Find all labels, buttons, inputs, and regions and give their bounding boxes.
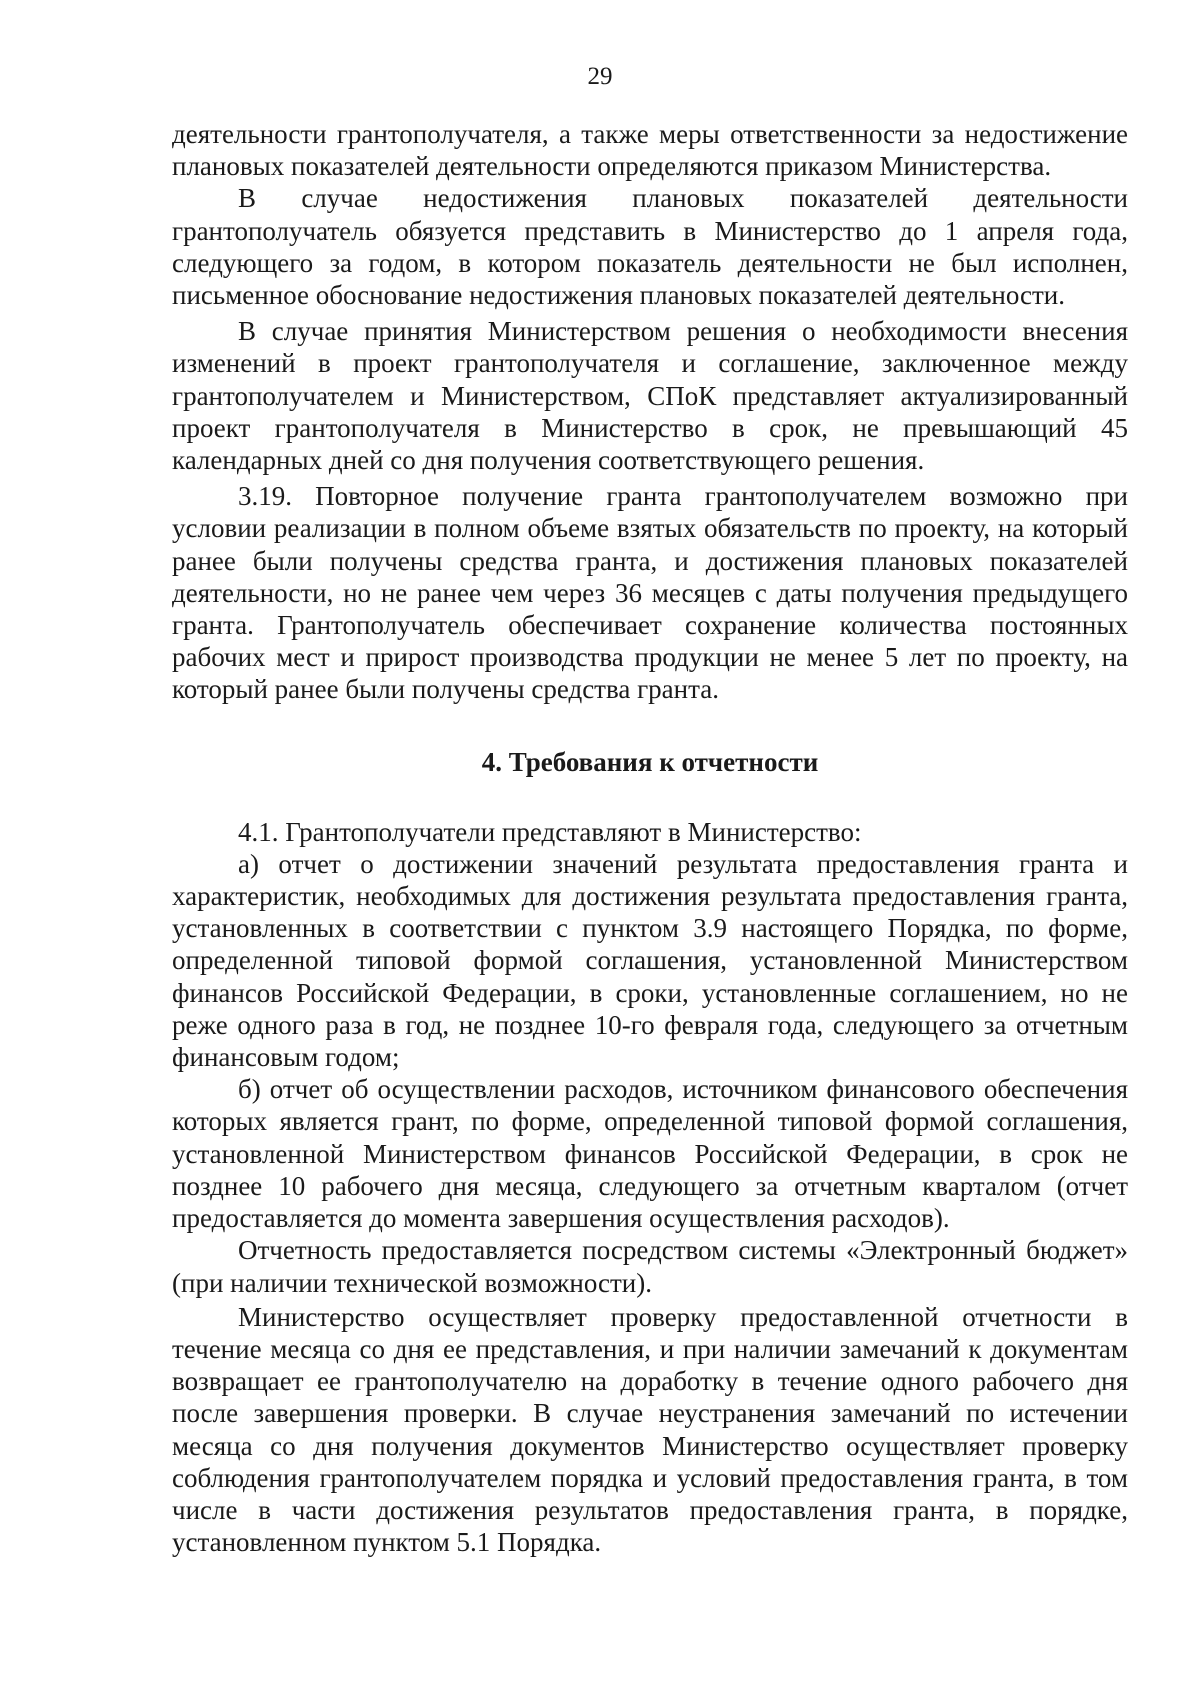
paragraph-3-19-repeat-grant: 3.19. Повторное получение гранта грантополучателем возможно при условии реализации в полном объеме взятых обязательств по проекту, на который ранее были получены средства гранта, и достижения плановых показателей деятельности, но не ранее чем через 36 месяцев с даты получения предыдущего гранта. Грантополучатель обеспечивает сохранение количества постоянных рабочих мест и прирост производства продукции не менее 5 лет по проекту, на который ранее были получены средства гранта. [172,481,1128,705]
page-number: 29 [587,63,613,90]
paragraph-4-1-intro: 4.1. Грантополучатели представляют в Министерство: [238,816,862,847]
paragraph-nonachievement-justification: В случае недостижения плановых показателей деятельности грантополучатель обязуется представить в Министерство до 1 апреля года, следующего за годом, в котором показатель деятельности не был исполнен, письменное обоснование недостижения плановых показателей деятельности. [172,183,1128,311]
section-heading-reporting: 4. Требования к отчетности [481,746,819,777]
paragraph-continuation: деятельности грантополучателя, а также меры ответственности за недостижение плановых показателей деятельности определяются приказом Министерства. [172,119,1128,182]
paragraph-4-1-b: б) отчет об осуществлении расходов, источником финансового обеспечения которых является грант, по форме, определенной типовой формой соглашения, установленной Министерством финансов Российской Федерации, в срок не позднее 10 рабочего дня месяца, следующего за отчетным кварталом (отчет предоставляется до момента завершения осуществления расходов). [172,1074,1128,1234]
paragraph-project-changes: В случае принятия Министерством решения о необходимости внесения изменений в проект грантополучателя и соглашение, заключенное между грантополучателем и Министерством, СПоК представляет актуализированный проект грантополучателя в Министерство в срок, не превышающий 45 календарных дней со дня получения соответствующего решения. [172,316,1128,476]
document-body [172,118,1128,1558]
paragraph-4-1-a: а) отчет о достижении значений результата предоставления гранта и характеристик, необходимых для достижения результата предоставления гранта, установленных в соответствии с пунктом 3.9 настоящего Порядка, по форме, определенной типовой формой соглашения, установленной Министерством финансов Российской Федерации, в сроки, установленные соглашением, но не реже одного раза в год, не позднее 10-го февраля года, следующего за отчетным финансовым годом; [172,848,1128,1073]
paragraph-ministry-verification: Министерство осуществляет проверку предоставленной отчетности в течение месяца со дня ее представления, и при наличии замечаний к документам возвращает ее грантополучателю на доработку в течение одного рабочего дня после завершения проверки. В случае неустранения замечаний по истечении месяца со дня получения документов Министерство осуществляет проверку соблюдения грантополучателем порядка и условий предоставления гранта, в том числе в части достижения результатов предоставления гранта, в порядке, установленном пунктом 5.1 Порядка. [172,1301,1128,1558]
paragraph-electronic-budget: Отчетность предоставляется посредством системы «Электронный бюджет» (при наличии технической возможности). [172,1235,1128,1298]
